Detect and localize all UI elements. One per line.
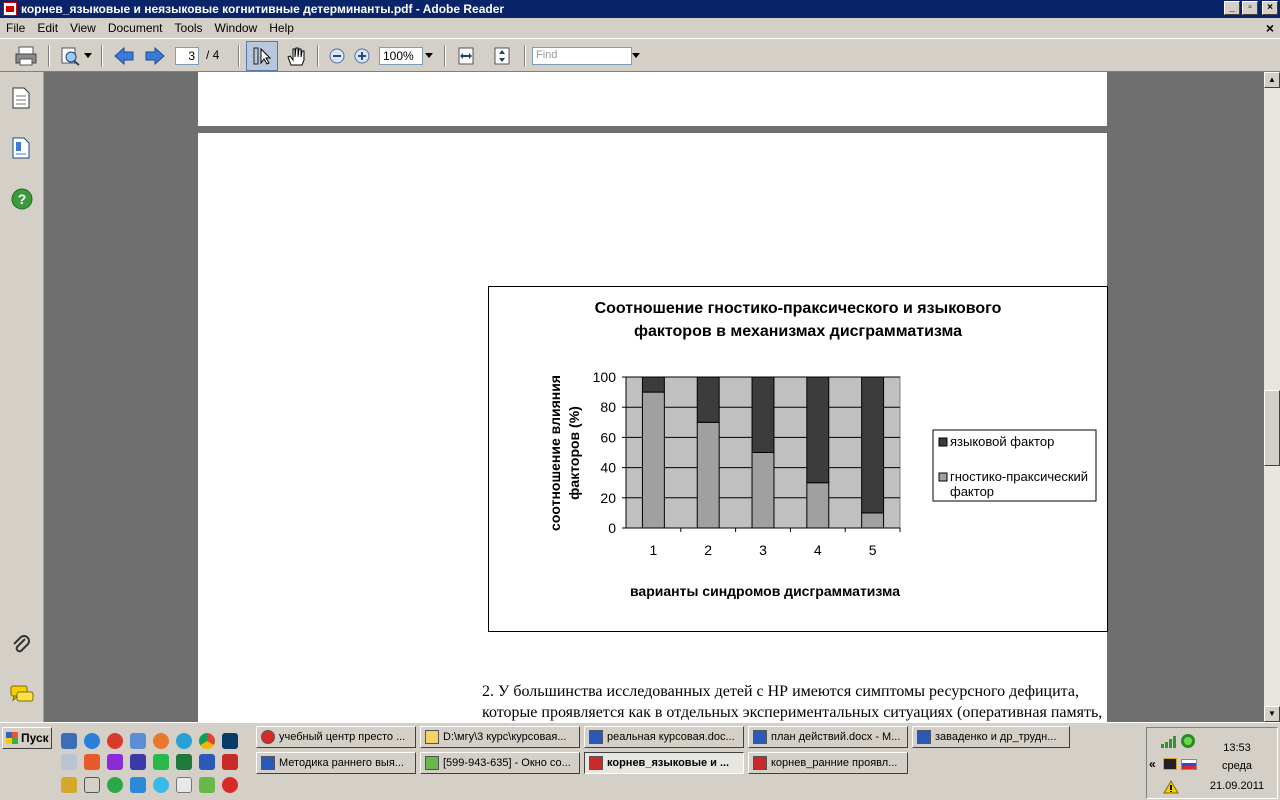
legend-swatch-gnostic [939, 473, 947, 481]
fit-page-icon[interactable] [490, 44, 514, 68]
word-icon [753, 730, 767, 744]
window-title: корнев_языковые и неязыковые когнитивные детерминанты.pdf - Adobe Reader [21, 2, 505, 16]
svg-text:?: ? [17, 191, 27, 207]
skype-icon[interactable] [153, 777, 169, 793]
taskbar-item-label: заваденко и др_трудн... [935, 731, 1057, 743]
start-label: Пуск [21, 731, 49, 745]
notes-icon[interactable] [199, 777, 215, 793]
opera-icon [261, 730, 275, 744]
taskbar-item-adobe-reader-2[interactable] [748, 752, 908, 774]
chart-plot [489, 287, 1107, 631]
archive-icon[interactable] [107, 754, 123, 770]
bar-segment [642, 392, 664, 528]
calculator-icon[interactable] [61, 754, 77, 770]
chart-title: Соотношение гностико-праксического и языкового факторов в механизмах дисграмматизма [594, 300, 1002, 340]
menu-bar [0, 18, 1280, 38]
word-icon[interactable] [199, 754, 215, 770]
printer-icon[interactable] [176, 777, 192, 793]
page-total: / 4 [206, 48, 220, 62]
taskbar-item-label: Методика раннего выя... [279, 757, 404, 769]
green-app-icon[interactable] [107, 777, 123, 793]
fit-width-icon[interactable] [454, 44, 478, 68]
bar-segment [697, 377, 719, 422]
shield-icon[interactable] [130, 733, 146, 749]
word-icon [589, 730, 603, 744]
internet-explorer-icon[interactable] [84, 733, 100, 749]
select-tool-icon[interactable] [246, 41, 278, 71]
y-tick-label: 0 [608, 520, 616, 536]
firefox-icon[interactable] [153, 733, 169, 749]
taskbar-item-adobe-reader-active[interactable] [584, 752, 744, 774]
toolbar [0, 38, 1280, 72]
menu-edit[interactable]: Edit [37, 21, 59, 35]
network-icon[interactable] [130, 777, 146, 793]
y-tick-label: 100 [592, 369, 616, 385]
y-tick-label: 80 [600, 399, 616, 416]
media-player-icon[interactable] [107, 733, 123, 749]
warning-icon[interactable] [1163, 780, 1179, 797]
taskbar [0, 722, 1280, 800]
pages-panel-icon[interactable] [10, 86, 32, 113]
menu-view[interactable]: View [70, 21, 96, 35]
photoshop-icon[interactable] [222, 733, 238, 749]
body-paragraph [482, 681, 1212, 722]
scroll-up-arrow-icon[interactable]: ▲ [1264, 72, 1280, 88]
chat-icon[interactable] [153, 754, 169, 770]
folder-icon [425, 730, 439, 744]
clock-date: 21.09.2011 [1209, 780, 1265, 792]
minimize-button[interactable]: _ [1224, 1, 1240, 15]
help-icon[interactable] [11, 188, 33, 213]
navigation-panel [0, 72, 44, 722]
page-number-input[interactable]: 3 [175, 47, 199, 65]
taskbar-item-label: корнев_языковые и ... [607, 757, 730, 769]
pdf-icon [753, 756, 767, 770]
taskbar-item-word-3[interactable] [912, 726, 1070, 748]
title-bar [0, 0, 1280, 18]
pdf-app-icon [3, 2, 17, 16]
taskbar-item-label: учебный центр престо ... [279, 731, 406, 743]
menu-document[interactable]: Document [107, 21, 163, 35]
zoom-in-icon[interactable] [350, 44, 374, 68]
windows-logo-icon [6, 732, 18, 744]
body-line: которые проявляется как в отдельных экспериментальных ситуациях (оперативная память, [482, 704, 1103, 721]
show-desktop-icon[interactable] [61, 733, 77, 749]
menu-window[interactable]: Window [214, 21, 258, 35]
maximize-button[interactable]: ▫ [1242, 1, 1258, 15]
acrobat-icon[interactable] [222, 754, 238, 770]
bar-segment [807, 483, 829, 528]
y-tick-label: 40 [600, 459, 616, 476]
scroll-down-arrow-icon[interactable]: ▼ [1264, 706, 1280, 722]
legend-label: языковой фактор [950, 434, 1055, 449]
zoom-level-input[interactable]: 100% [379, 47, 423, 65]
next-page-icon[interactable] [143, 44, 167, 68]
bar-segment [752, 453, 774, 529]
vertical-scrollbar[interactable] [1264, 72, 1280, 722]
taskbar-item-word-4[interactable] [256, 752, 416, 774]
calendar-icon[interactable] [84, 777, 100, 793]
pdf-tool-icon[interactable] [84, 754, 100, 770]
x-tick-label: 5 [868, 542, 877, 558]
attachments-paperclip-icon[interactable] [10, 634, 32, 659]
hand-tool-icon[interactable] [284, 44, 308, 68]
browser-icon[interactable] [176, 733, 192, 749]
chat-window-icon [425, 756, 439, 770]
bar-segment [697, 422, 719, 528]
scrollbar-thumb[interactable] [1264, 390, 1280, 466]
x-axis-title: варианты синдромов дисграмматизма [630, 583, 900, 599]
x-tick-label: 3 [759, 542, 767, 558]
taskbar-item-label: реальная курсовая.doc... [607, 731, 735, 743]
menu-help[interactable]: Help [269, 21, 294, 35]
taskbar-item-label: корнев_ранние проявл... [771, 757, 898, 769]
bar-segment [862, 377, 884, 513]
taskbar-item-label: D:\мгу\3 курс\курсовая... [443, 731, 567, 743]
taskbar-item-chat[interactable] [420, 752, 580, 774]
bookmarks-panel-icon[interactable] [10, 136, 32, 163]
bar-segment [807, 377, 829, 483]
bar-segment [642, 377, 664, 392]
y-axis-title: факторов (%) [566, 406, 582, 500]
zoom-out-icon[interactable] [325, 44, 349, 68]
media-icon[interactable] [130, 754, 146, 770]
opera-icon[interactable] [222, 777, 238, 793]
tray-app-icon-2[interactable] [1163, 758, 1177, 770]
document-view[interactable] [44, 72, 1264, 722]
signal-strength-icon[interactable] [1161, 736, 1177, 748]
x-tick-label: 2 [704, 542, 713, 558]
clock-time[interactable]: 13:53 [1223, 742, 1251, 754]
start-button[interactable] [2, 727, 52, 749]
find-options-chevron-icon[interactable] [630, 44, 642, 68]
taskbar-item-word-2[interactable] [748, 726, 908, 748]
tool-icon[interactable] [61, 777, 77, 793]
legend-swatch-language [939, 438, 947, 446]
excel-icon[interactable] [176, 754, 192, 770]
menu-file[interactable]: File [6, 21, 26, 35]
bar-segment [752, 377, 774, 453]
chrome-icon[interactable] [199, 733, 215, 749]
comments-icon[interactable] [10, 684, 34, 709]
zoom-dropdown-chevron-icon[interactable] [423, 44, 435, 68]
system-tray [1146, 727, 1278, 799]
y-tick-label: 20 [600, 489, 616, 506]
close-button[interactable]: × [1262, 1, 1278, 15]
y-axis-title: соотношение влияния [547, 375, 563, 531]
legend-label: фактор [950, 484, 995, 499]
pdf-page [198, 133, 1107, 722]
body-line: 2. У большинства исследованных детей с НР имеются симптомы ресурсного дефицита, [482, 683, 1079, 700]
chart [488, 286, 1108, 632]
bar-segment [862, 513, 884, 528]
pdf-icon [589, 756, 603, 770]
chevron-down-icon[interactable] [82, 44, 94, 68]
clock-day: среда [1221, 760, 1253, 772]
search-document-icon[interactable] [58, 44, 82, 68]
legend-label: гностико-праксический [950, 469, 1089, 484]
menu-tools[interactable]: Tools [174, 21, 203, 35]
taskbar-item-folder[interactable] [420, 726, 580, 748]
show-hidden-icons-chevron-icon[interactable]: « [1149, 757, 1156, 771]
taskbar-item-label: [599-943-635] - Окно со... [443, 757, 571, 769]
taskbar-item-label: план действий.docx - M... [771, 731, 901, 743]
word-icon [917, 730, 931, 744]
taskbar-item-word-1[interactable] [584, 726, 744, 748]
taskbar-item-opera[interactable] [256, 726, 416, 748]
x-tick-label: 4 [813, 542, 822, 558]
find-input[interactable]: Find [532, 47, 632, 65]
previous-page-bottom [198, 72, 1107, 126]
print-icon[interactable] [14, 44, 38, 68]
previous-page-icon[interactable] [112, 44, 136, 68]
x-tick-label: 1 [649, 542, 658, 558]
y-tick-label: 60 [600, 429, 616, 446]
word-icon [261, 756, 275, 770]
close-document-button[interactable]: × [1265, 20, 1274, 36]
language-flag-icon[interactable] [1181, 759, 1197, 770]
tray-app-icon[interactable] [1181, 734, 1195, 748]
